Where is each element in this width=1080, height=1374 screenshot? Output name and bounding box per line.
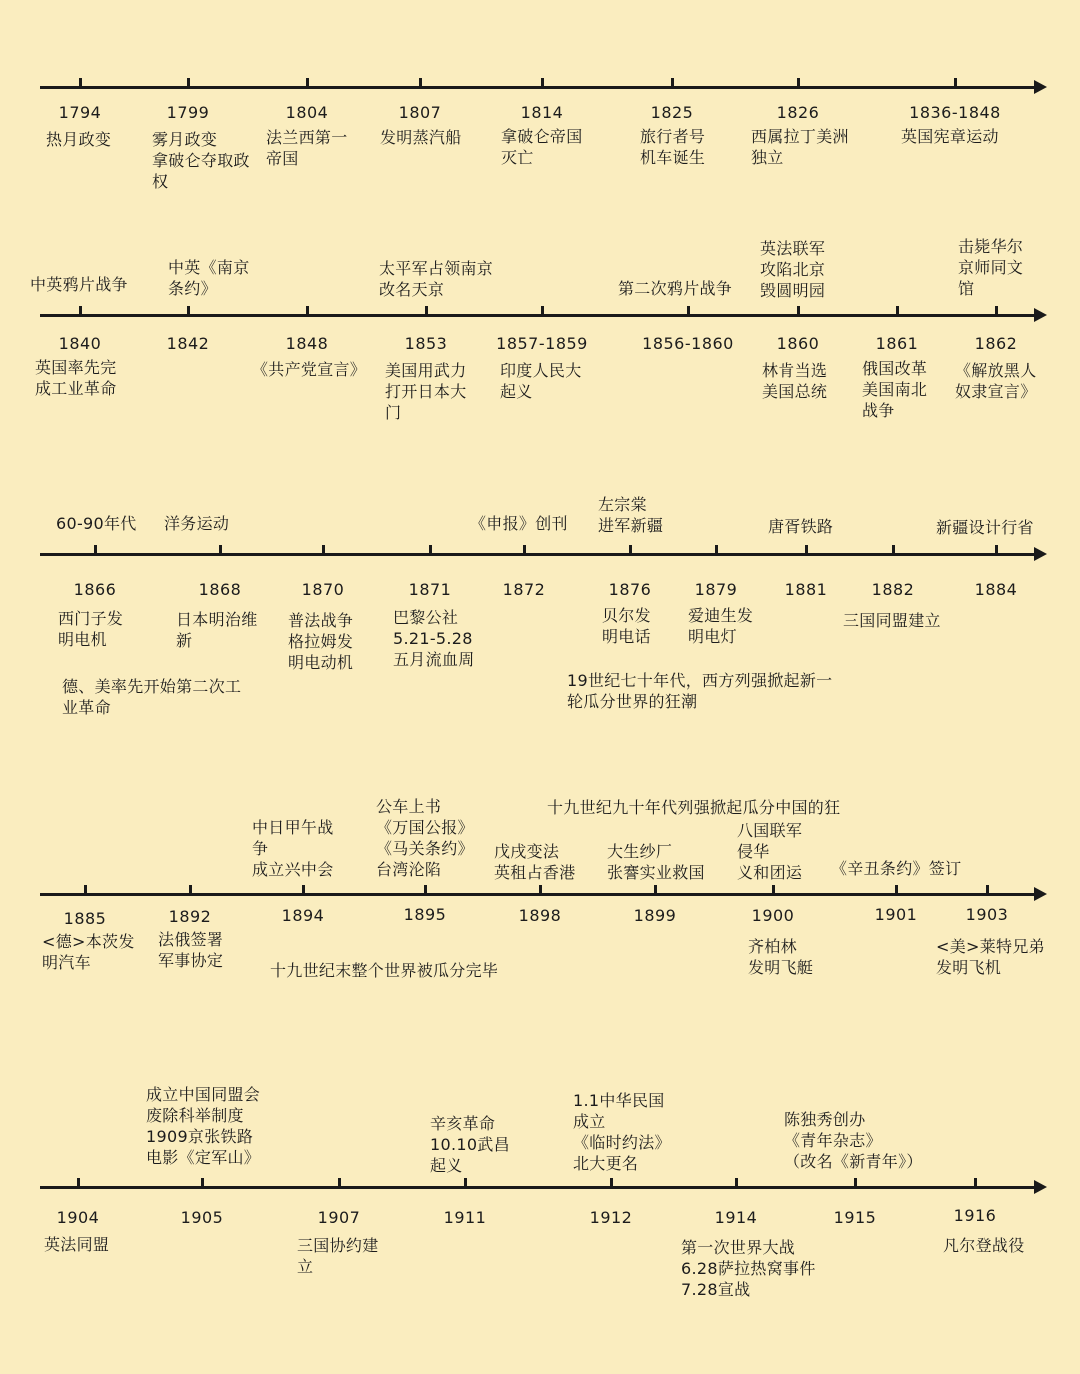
year-label: 1857-1859 [496, 334, 588, 353]
year-tick [306, 78, 309, 88]
event-label-above: 1.1中华民国 成立 《临时约法》 北大更名 [573, 1091, 671, 1173]
event-label-below: 普法战争 格拉姆发 明电动机 [288, 611, 354, 672]
year-label: 1870 [301, 580, 345, 599]
year-label: 1904 [56, 1208, 100, 1227]
year-tick [995, 306, 998, 316]
year-tick [629, 545, 632, 555]
event-label-below: 爱迪生发 明电灯 [688, 606, 754, 646]
timeline-row-2 [0, 305, 1080, 325]
year-label: 1871 [408, 580, 452, 599]
event-label-below: 雾月政变 拿破仑夺取政 权 [152, 130, 250, 191]
year-label: 1911 [443, 1208, 487, 1227]
event-label-above: 公车上书 《万国公报》 《马关条约》 台湾沦陷 [376, 797, 474, 879]
timeline-arrow-icon [1034, 547, 1047, 561]
event-label-below: 印度人民大 起义 [500, 361, 582, 401]
year-tick [84, 885, 87, 895]
event-label-below: 发明蒸汽船 [380, 128, 462, 147]
year-tick [187, 306, 190, 316]
timeline-arrow-icon [1034, 80, 1047, 94]
year-label: 1814 [520, 103, 564, 122]
event-label-above: 唐胥铁路 [768, 517, 834, 536]
year-tick [429, 545, 432, 555]
year-label: 1853 [404, 334, 448, 353]
timeline-row-3 [0, 544, 1080, 564]
year-label: 1862 [974, 334, 1018, 353]
event-label-below: 第一次世界大战 6.28萨拉热窝事件 7.28宣战 [681, 1238, 816, 1299]
timeline-row-5 [0, 1177, 1080, 1197]
year-label: 1884 [974, 580, 1018, 599]
event-label-below: 巴黎公社 5.21-5.28 五月流血周 [393, 608, 475, 669]
year-label: 1861 [875, 334, 919, 353]
year-label: 1898 [518, 906, 562, 925]
event-label-above: 英法联军 攻陷北京 毁圆明园 [760, 239, 826, 300]
year-tick [425, 306, 428, 316]
event-label-below: 美国用武力 打开日本大 门 [385, 361, 467, 422]
year-tick [610, 1178, 613, 1188]
event-label-above: 左宗棠 进军新疆 [598, 495, 664, 535]
event-label-below: 林肯当选 美国总统 [762, 361, 828, 401]
year-tick [772, 885, 775, 895]
year-label: 1901 [874, 905, 918, 924]
year-label: 1860 [776, 334, 820, 353]
year-label: 1825 [650, 103, 694, 122]
year-tick [201, 1178, 204, 1188]
year-tick [306, 306, 309, 316]
year-tick [715, 545, 718, 555]
year-tick [986, 885, 989, 895]
event-label-below: 法俄签署 军事协定 [158, 930, 224, 970]
year-tick [539, 885, 542, 895]
period-note: 19世纪七十年代，西方列强掀起新一 轮瓜分世界的狂潮 [567, 671, 833, 711]
year-label: 1905 [180, 1208, 224, 1227]
event-label-below: 凡尔登战役 [943, 1236, 1025, 1255]
year-tick [541, 306, 544, 316]
event-label-above: 中英鸦片战争 [30, 275, 128, 294]
year-label: 1907 [317, 1208, 361, 1227]
event-label-above: 第二次鸦片战争 [618, 279, 733, 298]
event-label-above: 《申报》创刊 [470, 514, 568, 533]
event-label-above: 洋务运动 [164, 514, 230, 533]
year-label: 1799 [166, 103, 210, 122]
event-label-above: 60-90年代 [56, 514, 137, 533]
event-label-below: <美>莱特兄弟 发明飞机 [936, 937, 1045, 977]
year-label: 1876 [608, 580, 652, 599]
year-tick [94, 545, 97, 555]
year-tick [797, 306, 800, 316]
event-label-above: 击毙华尔 京师同文 馆 [958, 237, 1024, 298]
year-label: 1899 [633, 906, 677, 925]
year-tick [419, 78, 422, 88]
year-tick [895, 885, 898, 895]
year-tick [189, 885, 192, 895]
event-label-below: 法兰西第一 帝国 [266, 128, 348, 168]
event-label-below: 齐柏林 发明飞艇 [748, 937, 814, 977]
year-tick [541, 78, 544, 88]
year-tick [687, 306, 690, 316]
year-label: 1912 [589, 1208, 633, 1227]
year-tick [854, 1178, 857, 1188]
year-label: 1903 [965, 905, 1009, 924]
event-label-below: 英法同盟 [44, 1235, 110, 1254]
year-tick [79, 306, 82, 316]
event-label-below: 拿破仑帝国 灭亡 [501, 127, 583, 167]
year-tick [464, 1178, 467, 1188]
event-label-below: 热月政变 [46, 130, 112, 149]
year-tick [797, 78, 800, 88]
year-tick [671, 78, 674, 88]
year-tick [302, 885, 305, 895]
event-label-above: 戊戌变法 英租占香港 [494, 842, 576, 882]
year-label: 1895 [403, 905, 447, 924]
year-label: 1848 [285, 334, 329, 353]
year-tick [523, 545, 526, 555]
timeline-arrow-icon [1034, 1180, 1047, 1194]
year-tick [322, 545, 325, 555]
year-label: 1836-1848 [909, 103, 1001, 122]
year-label: 1914 [714, 1208, 758, 1227]
year-tick [896, 306, 899, 316]
year-tick [735, 1178, 738, 1188]
year-label: 1794 [58, 103, 102, 122]
period-note: 德、美率先开始第二次工 业革命 [62, 677, 242, 717]
year-label: 1915 [833, 1208, 877, 1227]
event-label-below: 英国宪章运动 [901, 127, 999, 146]
year-label: 1882 [871, 580, 915, 599]
event-label-below: 旅行者号 机车诞生 [640, 127, 706, 167]
year-tick [892, 545, 895, 555]
year-tick [805, 545, 808, 555]
timeline-axis [40, 1186, 1042, 1189]
year-label: 1856-1860 [642, 334, 734, 353]
year-label: 1866 [73, 580, 117, 599]
year-label: 1807 [398, 103, 442, 122]
event-label-above: 陈独秀创办 《青年杂志》 （改名《新青年》） [784, 1110, 923, 1171]
year-label: 1892 [168, 907, 212, 926]
year-tick [974, 1178, 977, 1188]
year-label: 1826 [776, 103, 820, 122]
year-tick [654, 885, 657, 895]
year-tick [219, 545, 222, 555]
period-note: 十九世纪末整个世界被瓜分完毕 [270, 961, 499, 980]
event-label-below: <德>本茨发 明汽车 [42, 932, 135, 972]
event-label-below: 《解放黑人 奴隶宣言》 [955, 361, 1037, 401]
year-tick [79, 78, 82, 88]
year-label: 1879 [694, 580, 738, 599]
year-label: 1804 [285, 103, 329, 122]
event-label-above: 新疆设计行省 [936, 518, 1034, 537]
year-label: 1894 [281, 906, 325, 925]
timeline-row-1 [0, 77, 1080, 97]
event-label-above: 中日甲午战 争 成立兴中会 [252, 818, 334, 879]
year-label: 1885 [63, 909, 107, 928]
event-label-below: 西属拉丁美洲 独立 [751, 127, 849, 167]
year-label: 1868 [198, 580, 242, 599]
event-label-above: 大生纱厂 张謇实业救国 [607, 842, 705, 882]
year-label: 1842 [166, 334, 210, 353]
event-label-above: 成立中国同盟会 废除科举制度 1909京张铁路 电影《定军山》 [146, 1085, 261, 1167]
event-label-below: 三国同盟建立 [843, 611, 941, 630]
event-label-below: 英国率先完 成工业革命 [35, 358, 117, 398]
event-label-above: 八国联军 侵华 义和团运 [737, 821, 803, 882]
year-label: 1900 [751, 906, 795, 925]
year-label: 1881 [784, 580, 828, 599]
event-label-below: 西门子发 明电机 [58, 609, 124, 649]
event-label-above: 《辛丑条约》签订 [831, 859, 962, 878]
year-tick [424, 885, 427, 895]
year-tick [77, 1178, 80, 1188]
year-label: 1840 [58, 334, 102, 353]
event-label-below: 日本明治维 新 [176, 610, 258, 650]
period-note: 十九世纪九十年代列强掀起瓜分中国的狂 [547, 798, 841, 817]
year-tick [187, 78, 190, 88]
timeline-arrow-icon [1034, 308, 1047, 322]
event-label-above: 辛亥革命 10.10武昌 起义 [430, 1114, 510, 1175]
event-label-below: 贝尔发 明电话 [602, 606, 651, 646]
event-label-above: 中英《南京 条约》 [168, 258, 250, 298]
event-label-above: 太平军占领南京 改名天京 [379, 259, 494, 299]
year-tick [954, 78, 957, 88]
year-tick [995, 545, 998, 555]
event-label-below: 《共产党宣言》 [252, 360, 367, 379]
year-label: 1872 [502, 580, 546, 599]
timeline-arrow-icon [1034, 887, 1047, 901]
year-tick [338, 1178, 341, 1188]
timeline-row-4 [0, 884, 1080, 904]
year-label: 1916 [953, 1206, 997, 1225]
event-label-below: 俄国改革 美国南北 战争 [862, 359, 928, 420]
event-label-below: 三国协约建 立 [297, 1236, 379, 1276]
